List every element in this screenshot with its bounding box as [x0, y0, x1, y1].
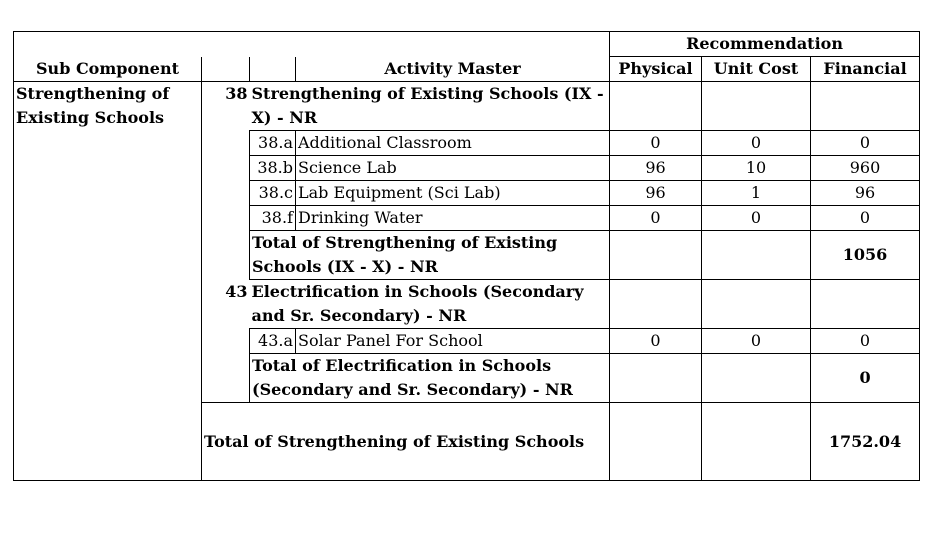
activity-code: 38.c: [250, 181, 296, 206]
financial-value: 960: [811, 156, 920, 181]
recommendation-table: [13, 31, 920, 481]
header-financial: Financial: [811, 57, 920, 82]
header-activity-master: Activity Master: [296, 57, 610, 82]
activity-code: 38.a: [250, 131, 296, 156]
financial-value: 96: [811, 181, 920, 206]
activity-name: Solar Panel For School: [296, 329, 610, 354]
physical-value: 0: [610, 329, 702, 354]
unit-cost-value: 0: [702, 131, 811, 156]
sub-component-name: Strengthening of Existing Schools: [14, 82, 202, 481]
group-total-label: Total of Strengthening of Existing Schools (IX - X) - NR: [250, 231, 610, 280]
financial-value: 0: [811, 131, 920, 156]
physical-value: 96: [610, 156, 702, 181]
unit-cost-value: 1: [702, 181, 811, 206]
unit-cost-value: 10: [702, 156, 811, 181]
group-title: Strengthening of Existing Schools (IX - X) - NR: [250, 82, 610, 131]
activity-code: 38.f: [250, 206, 296, 231]
group-code: 38: [202, 82, 250, 131]
group-code: 43: [202, 280, 250, 329]
activity-name: Lab Equipment (Sci Lab): [296, 181, 610, 206]
physical-value: 0: [610, 131, 702, 156]
header-sub-component: Sub Component: [14, 57, 202, 82]
physical-value: 96: [610, 181, 702, 206]
grand-total-label: Total of Strengthening of Existing Schools: [202, 403, 610, 481]
activity-code: 38.b: [250, 156, 296, 181]
unit-cost-value: 0: [702, 206, 811, 231]
activity-name: Drinking Water: [296, 206, 610, 231]
group-total-label: Total of Electrification in Schools (Secondary and Sr. Secondary) - NR: [250, 354, 610, 403]
financial-value: 0: [811, 206, 920, 231]
header-blank: [14, 32, 610, 57]
activity-name: Science Lab: [296, 156, 610, 181]
group-total-financial: 1056: [811, 231, 920, 280]
activity-name: Additional Classroom: [296, 131, 610, 156]
header-physical: Physical: [610, 57, 702, 82]
group-total-financial: 0: [811, 354, 920, 403]
grand-total-financial: 1752.04: [811, 403, 920, 481]
header-recommendation: Recommendation: [610, 32, 920, 57]
header-unit-cost: Unit Cost: [702, 57, 811, 82]
physical-value: 0: [610, 206, 702, 231]
activity-code: 43.a: [250, 329, 296, 354]
unit-cost-value: 0: [702, 329, 811, 354]
group-title: Electrification in Schools (Secondary and Sr. Secondary) - NR: [250, 280, 610, 329]
financial-value: 0: [811, 329, 920, 354]
